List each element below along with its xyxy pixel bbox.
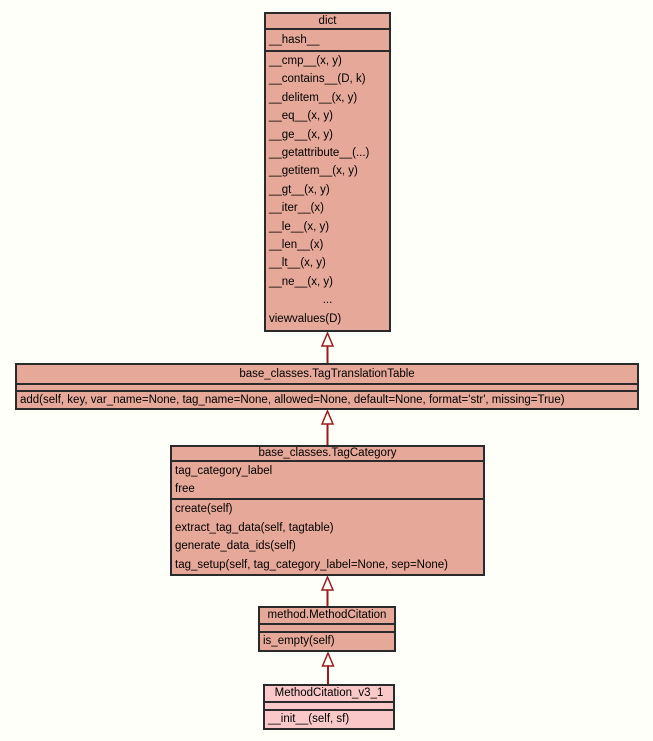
- method-row: __getattribute__(...): [269, 147, 370, 160]
- method-row: ...: [322, 294, 333, 307]
- class-methods: [260, 633, 394, 650]
- class-title: MethodCitation_v3_1: [265, 686, 393, 703]
- method-row: __cmp__(x, y): [269, 55, 342, 67]
- class-box-method-citation: [258, 606, 396, 652]
- method-row: __le__(x, y): [269, 220, 330, 233]
- class-title: base_classes.TagCategory: [172, 447, 483, 462]
- method-row: __getitem__(x, y): [269, 165, 358, 178]
- class-title: base_classes.TagTranslationTable: [17, 365, 637, 385]
- class-attributes: [260, 625, 394, 633]
- method-row: add(self, key, var_name=None, tag_name=None, allowed=None, default=None, format='str', missing=True): [20, 394, 565, 406]
- inheritance-arrow-tagcategory-to-tagtranslationtable: [322, 411, 333, 445]
- class-attributes: [266, 30, 389, 52]
- class-box-method-citation-v3-1: [263, 684, 395, 730]
- method-row: __ge__(x, y): [269, 128, 333, 141]
- method-row: generate_data_ids(self): [175, 540, 296, 552]
- method-row: __gt__(x, y): [269, 183, 330, 196]
- method-row: __init__(self, sf): [268, 713, 350, 725]
- method-row: is_empty(self): [263, 635, 335, 647]
- method-row: __eq__(x, y): [269, 110, 333, 123]
- class-title: dict: [266, 14, 389, 30]
- class-attributes: [17, 385, 637, 392]
- class-methods: [172, 500, 483, 574]
- inheritance-arrow-methodcitationv31-to-methodcitation: [323, 653, 334, 684]
- method-row: __ne__(x, y): [269, 275, 333, 288]
- method-row: viewvalues(D): [269, 312, 342, 325]
- inheritance-arrow-methodcitation-to-tagcategory: [322, 577, 333, 606]
- class-box-tag-category: [170, 445, 485, 576]
- class-box-dict: [264, 12, 391, 332]
- method-row: __delitem__(x, y): [269, 91, 358, 104]
- class-title: method.MethodCitation: [260, 608, 394, 625]
- class-attributes: [172, 462, 483, 500]
- class-attributes: [265, 703, 393, 711]
- attribute-row: tag_category_label: [175, 465, 273, 477]
- method-row: extract_tag_data(self, tagtable): [175, 521, 334, 534]
- method-row: __contains__(D, k): [269, 73, 366, 86]
- method-row: __len__(x): [269, 239, 324, 252]
- inheritance-arrow-tagtranslationtable-to-dict: [322, 333, 333, 363]
- attribute-row: __hash__: [269, 34, 320, 46]
- method-row: __lt__(x, y): [269, 257, 326, 270]
- method-row: __iter__(x): [269, 202, 324, 215]
- class-methods: [265, 711, 393, 728]
- method-row: tag_setup(self, tag_category_label=None, sep=None): [175, 558, 448, 571]
- class-methods: [17, 392, 637, 408]
- method-row: create(self): [175, 503, 233, 515]
- attribute-row: free: [175, 483, 195, 495]
- class-box-tag-translation-table: [15, 363, 639, 410]
- class-methods: [266, 52, 389, 330]
